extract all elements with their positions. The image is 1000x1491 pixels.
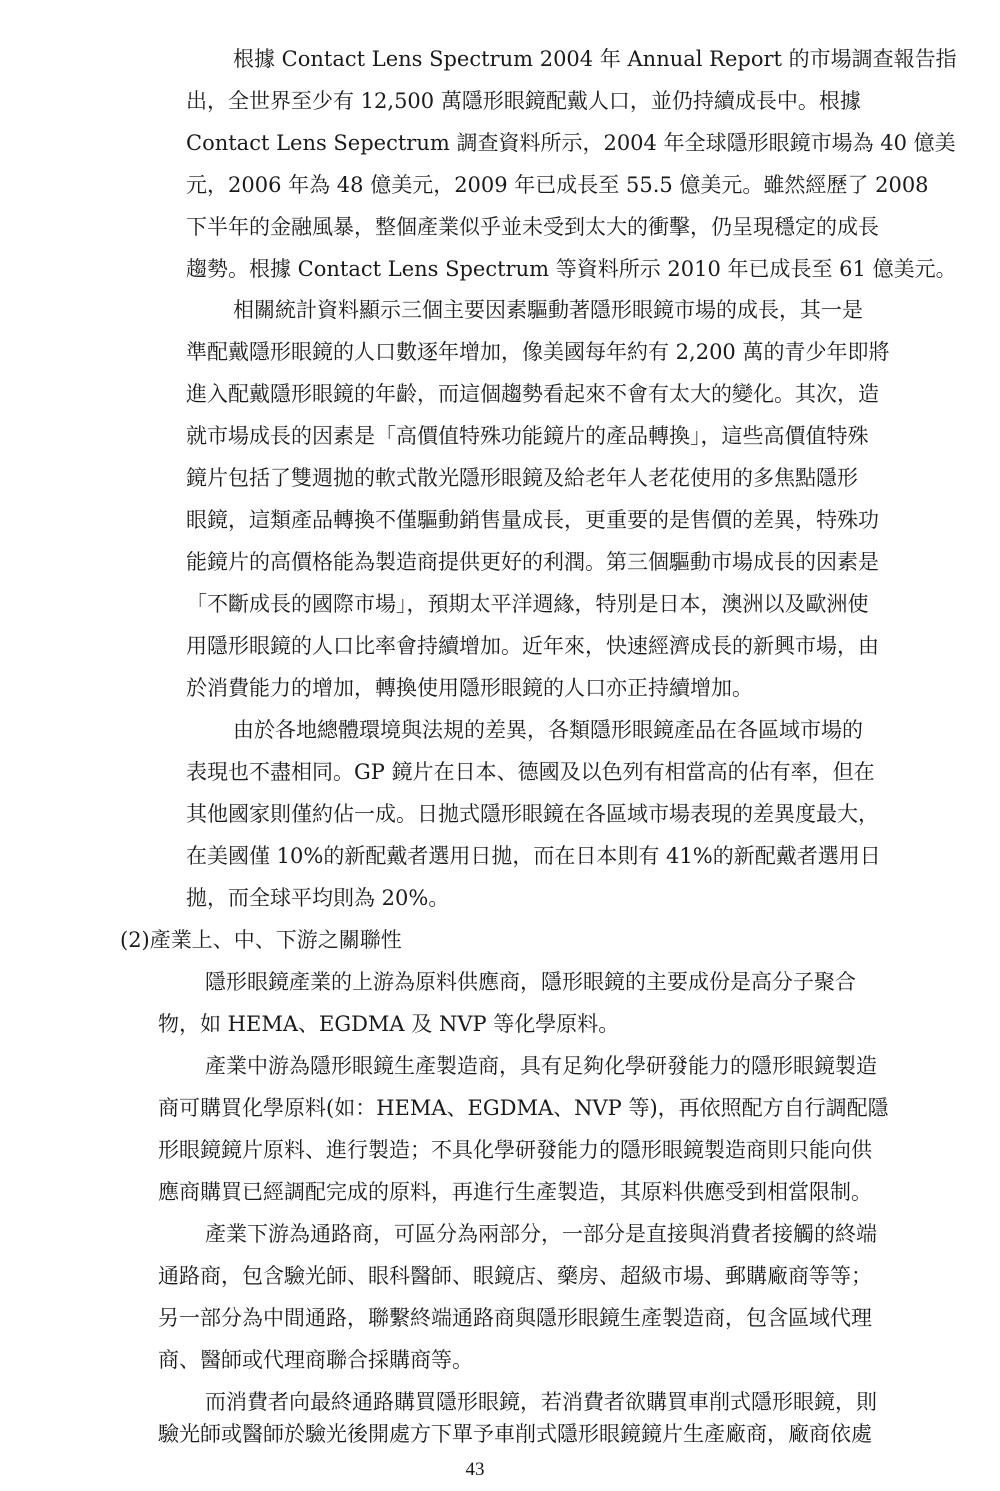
text-line: 產業中游為隱形眼鏡生產製造商，具有足夠化學研發能力的隱形眼鏡製造 <box>205 1054 877 1078</box>
text-line: 應商購買已經調配完成的原料，再進行生產製造，其原料供應受到相當限制。 <box>158 1180 872 1204</box>
text-line: 「不斷成長的國際市場」，預期太平洋週緣，特別是日本，澳洲以及歐洲使 <box>186 592 869 616</box>
text-line: 驗光師或醫師於驗光後開處方下單予車削式隱形眼鏡鏡片生產廠商，廠商依處 <box>158 1422 872 1446</box>
text-line: 產業下游為通路商，可區分為兩部分，一部分是直接與消費者接觸的終端 <box>205 1222 877 1246</box>
text-line: 商、醫師或代理商聯合採購商等。 <box>158 1348 473 1372</box>
text-line: Contact Lens Sepectrum 調查資料所示，2004 年全球隱形眼鏡市場為 40 億美 <box>186 131 956 155</box>
text-line: 進入配戴隱形眼鏡的年齡，而這個趨勢看起來不會有太大的變化。其次，造 <box>186 382 879 406</box>
text-line: 能鏡片的高價格能為製造商提供更好的利潤。第三個驅動市場成長的因素是 <box>186 550 879 574</box>
text-line: 物，如 HEMA、EGDMA 及 NVP 等化學原料。 <box>158 1012 620 1036</box>
text-line: 就市場成長的因素是「高價值特殊功能鏡片的產品轉換」，這些高價值特殊 <box>186 424 869 448</box>
text-line: 眼鏡，這類產品轉換不僅驅動銷售量成長，更重要的是售價的差異，特殊功 <box>186 508 879 532</box>
text-line: 於消費能力的增加，轉換使用隱形眼鏡的人口亦正持續增加。 <box>186 676 753 700</box>
text-line: 由於各地總體環境與法規的差異，各類隱形眼鏡產品在各區域市場的 <box>233 718 863 742</box>
text-line: 出，全世界至少有 12,500 萬隱形眼鏡配戴人口，並仍持續成長中。根據 <box>186 89 861 113</box>
text-line: 形眼鏡鏡片原料、進行製造；不具化學研發能力的隱形眼鏡製造商則只能向供 <box>158 1138 872 1162</box>
text-line: 下半年的金融風暴，整個產業似乎並未受到太大的衝擊，仍呈現穩定的成長 <box>186 215 879 239</box>
text-line: 元，2006 年為 48 億美元，2009 年已成長至 55.5 億美元。雖然經歷了 2008 <box>186 173 929 197</box>
text-line: 商可購買化學原料(如：HEMA、EGDMA、NVP 等)，再依照配方自行調配隱 <box>158 1096 889 1120</box>
text-line: 隱形眼鏡產業的上游為原料供應商，隱形眼鏡的主要成份是高分子聚合 <box>205 970 856 994</box>
text-line: 通路商，包含驗光師、眼科醫師、眼鏡店、藥房、超級市場、郵購廠商等等； <box>158 1264 872 1288</box>
section-heading: (2)產業上、中、下游之關聯性 <box>120 928 402 952</box>
text-line: 趨勢。根據 Contact Lens Spectrum 等資料所示 2010 年已成長至 61 億美元。 <box>186 257 957 281</box>
text-line: 而消費者向最終通路購買隱形眼鏡，若消費者欲購買車削式隱形眼鏡，則 <box>205 1390 877 1414</box>
text-line: 在美國僅 10%的新配戴者選用日拋，而在日本則有 41%的新配戴者選用日 <box>186 844 881 868</box>
text-line: 拋，而全球平均則為 20%。 <box>186 886 450 910</box>
text-line: 其他國家則僅約佔一成。日拋式隱形眼鏡在各區域市場表現的差異度最大， <box>186 802 879 826</box>
text-line: 相關統計資料顯示三個主要因素驅動著隱形眼鏡市場的成長，其一是 <box>233 298 863 322</box>
text-line: 根據 Contact Lens Spectrum 2004 年 Annual Report 的市場調查報告指 <box>233 47 957 71</box>
text-line: 用隱形眼鏡的人口比率會持續增加。近年來，快速經濟成長的新興市場，由 <box>186 634 879 658</box>
text-line: 準配戴隱形眼鏡的人口數逐年增加，像美國每年約有 2,200 萬的青少年即將 <box>186 340 890 364</box>
text-line: 另一部分為中間通路，聯繫終端通路商與隱形眼鏡生產製造商，包含區域代理 <box>158 1306 872 1330</box>
page-number: 43 <box>465 1459 485 1480</box>
text-line: 表現也不盡相同。GP 鏡片在日本、德國及以色列有相當高的佔有率，但在 <box>186 760 875 784</box>
text-line: 鏡片包括了雙週拋的軟式散光隱形眼鏡及給老年人老花使用的多焦點隱形 <box>186 466 858 490</box>
